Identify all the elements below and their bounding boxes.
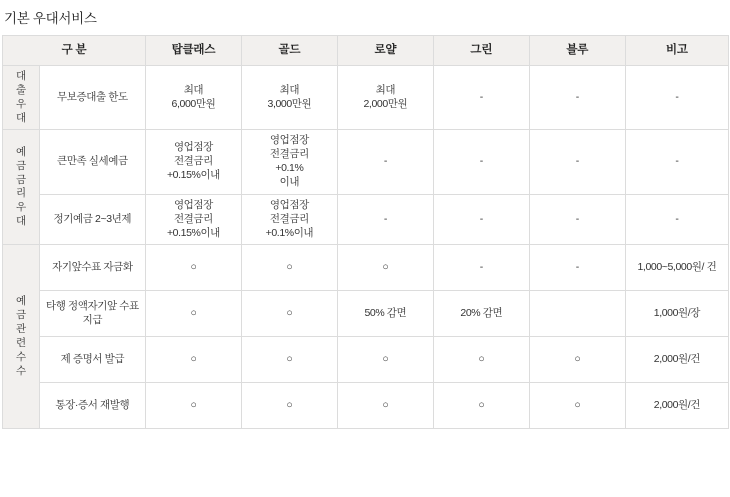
cell-royal: 50% 감면 xyxy=(337,291,433,337)
cell-blue: ○ xyxy=(529,337,625,383)
cell-green: - xyxy=(433,66,529,130)
cell-green: ○ xyxy=(433,383,529,429)
table-row xyxy=(3,383,729,429)
cell-gold: ○ xyxy=(241,383,337,429)
row-item-label: 제 증명서 발급 xyxy=(39,337,145,383)
column-header-remarks: 비고 xyxy=(625,36,728,66)
benefits-table xyxy=(2,35,729,429)
cell-gold: ○ xyxy=(241,245,337,291)
table-row xyxy=(3,245,729,291)
table-header-row xyxy=(3,36,729,66)
row-item-label: 타행 정액자기앞 수표 지급 xyxy=(39,291,145,337)
cell-green: - xyxy=(433,194,529,245)
cell-gold: 최대 3,000만원 xyxy=(241,66,337,130)
cell-royal: 최대 2,000만원 xyxy=(337,66,433,130)
column-header-green: 그린 xyxy=(433,36,529,66)
table-row xyxy=(3,130,729,194)
cell-blue: - xyxy=(529,245,625,291)
table-head xyxy=(3,36,729,66)
cell-topclass: 최대 6,000만원 xyxy=(145,66,241,130)
cell-blue: - xyxy=(529,194,625,245)
cell-topclass: 영업점장 전결금리 +0.15%이내 xyxy=(145,194,241,245)
cell-topclass: ○ xyxy=(145,383,241,429)
cell-royal: - xyxy=(337,194,433,245)
cell-topclass: 영업점장 전결금리 +0.15%이내 xyxy=(145,130,241,194)
cell-remarks: 1,000~5,000원/ 건 xyxy=(625,245,728,291)
column-header-topclass: 탑클래스 xyxy=(145,36,241,66)
cell-royal: ○ xyxy=(337,383,433,429)
cell-royal: - xyxy=(337,130,433,194)
cell-royal: ○ xyxy=(337,337,433,383)
cell-gold: ○ xyxy=(241,291,337,337)
column-header-gold: 골드 xyxy=(241,36,337,66)
cell-green: ○ xyxy=(433,337,529,383)
cell-remarks: - xyxy=(625,194,728,245)
cell-blue: - xyxy=(529,66,625,130)
table-row xyxy=(3,194,729,245)
cell-green: - xyxy=(433,245,529,291)
cell-green: 20% 감면 xyxy=(433,291,529,337)
cell-blue xyxy=(529,291,625,337)
row-group-deposit-fees: 예금관련수수 xyxy=(3,245,40,429)
cell-gold: 영업점장 전결금리 +0.1% 이내 xyxy=(241,130,337,194)
page-title: 기본 우대서비스 xyxy=(4,11,97,26)
cell-remarks: - xyxy=(625,130,728,194)
row-item-label: 큰만족 실세예금 xyxy=(39,130,145,194)
row-item-label: 무보증대출 한도 xyxy=(39,66,145,130)
row-item-label: 자기앞수표 자금화 xyxy=(39,245,145,291)
row-group-deposit-rate: 예금금리우대 xyxy=(3,130,40,245)
cell-remarks: - xyxy=(625,66,728,130)
table-row xyxy=(3,337,729,383)
cell-blue: ○ xyxy=(529,383,625,429)
cell-green: - xyxy=(433,130,529,194)
cell-topclass: ○ xyxy=(145,337,241,383)
cell-topclass: ○ xyxy=(145,291,241,337)
row-item-label: 통장·증서 재발행 xyxy=(39,383,145,429)
cell-topclass: ○ xyxy=(145,245,241,291)
cell-remarks: 2,000원/건 xyxy=(625,383,728,429)
row-item-label: 정기예금 2~3년제 xyxy=(39,194,145,245)
column-header-blue: 블루 xyxy=(529,36,625,66)
table-body xyxy=(3,66,729,429)
cell-remarks: 2,000원/건 xyxy=(625,337,728,383)
cell-royal: ○ xyxy=(337,245,433,291)
row-group-loan: 대출우대 xyxy=(3,66,40,130)
column-header-royal: 로얄 xyxy=(337,36,433,66)
table-row xyxy=(3,291,729,337)
column-header-division: 구 분 xyxy=(3,36,146,66)
cell-gold: ○ xyxy=(241,337,337,383)
cell-gold: 영업점장 전결금리 +0.1%이내 xyxy=(241,194,337,245)
cell-remarks: 1,000원/장 xyxy=(625,291,728,337)
table-row xyxy=(3,66,729,130)
cell-blue: - xyxy=(529,130,625,194)
